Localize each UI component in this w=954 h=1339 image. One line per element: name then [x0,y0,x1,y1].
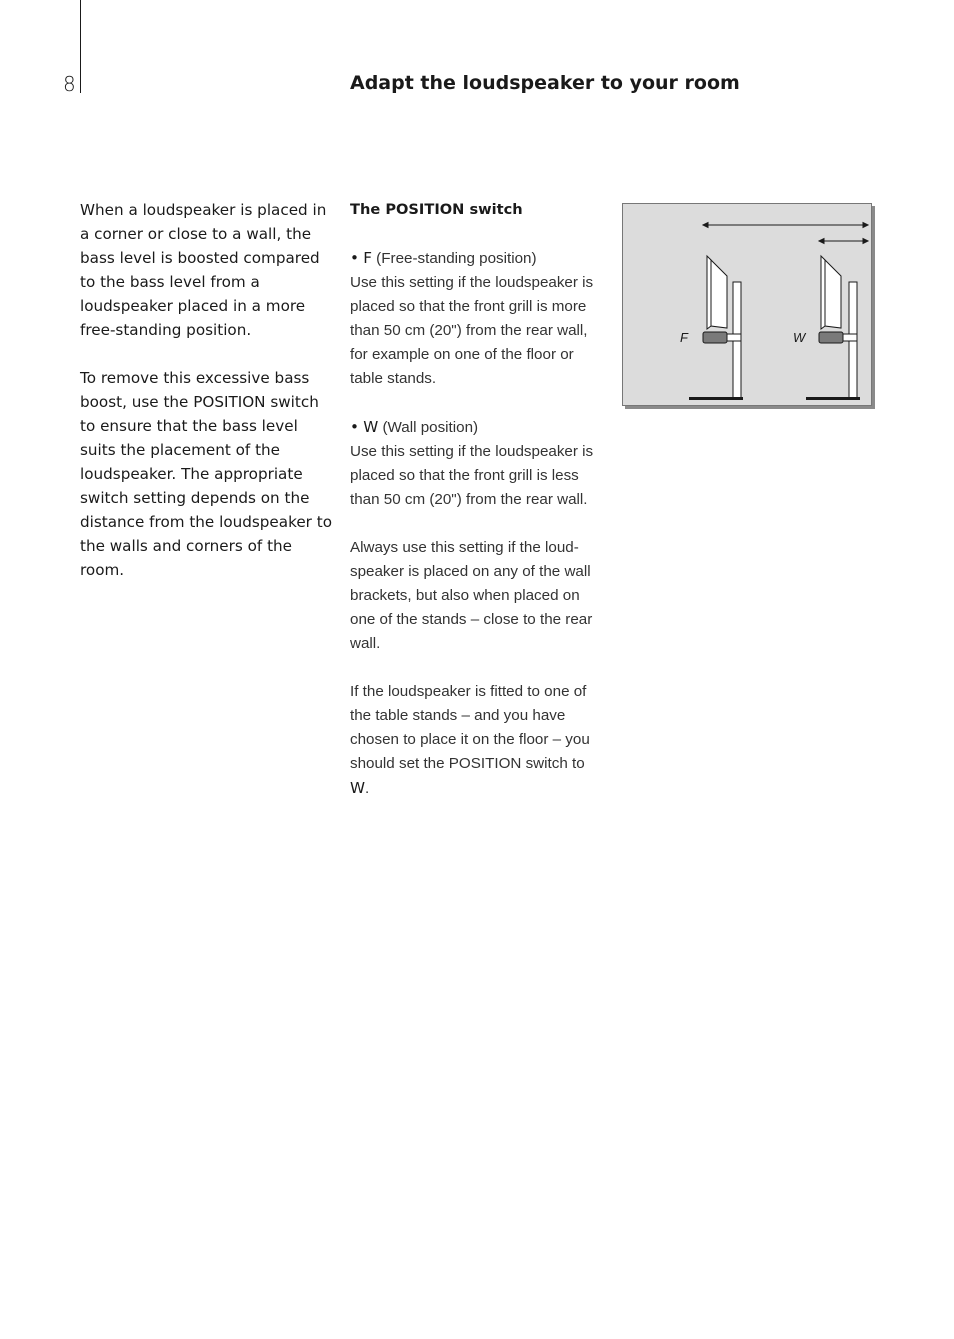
margin-rule [80,0,81,93]
label-free-standing: F [680,330,688,345]
distance-arrow-free [703,223,868,228]
table-stand-end: . [365,780,370,797]
wall-key: W [363,418,379,436]
free-standing-label: (Free-standing position) [371,250,537,267]
table-stand-text: If the loudspeaker is fitted to one of the table stands – and you have chosen to place it on the floor – you should set the POSITION switch to [350,683,590,772]
label-wall: W [793,330,806,345]
speaker-placement-diagram [623,204,871,405]
free-standing-item [350,246,608,391]
section-heading: The POSITION switch [350,201,523,218]
page-title: Adapt the loudspeaker to your room [350,72,740,94]
page-number: 8 [63,72,76,96]
table-stand-paragraph [350,680,608,801]
speaker-wall [806,256,860,400]
position-illustration [622,203,872,406]
table-stand-key: W [350,779,366,797]
always-paragraph: Always use this setting if the loud-speaker is placed on any of the wall brackets, but also when placed on one of the stands – close to the rear wall. [350,539,593,652]
wall-label: (Wall position) [378,419,479,436]
distance-arrow-wall [819,239,868,244]
position-switch-column [350,198,608,825]
bullet: • [350,249,359,267]
free-standing-text: Use this setting if the loudspeaker is placed so that the front grill is more than 50 cm (20") from the rear wall, for example on one of the floor or table stands. [350,274,594,387]
intro-paragraph-1: When a loudspeaker is placed in a corner or close to a wall, the bass level is boosted compared to the bass level from a loudspeaker placed in a more free-standing position. [80,201,327,339]
wall-item [350,415,608,512]
intro-column [80,198,338,606]
intro-paragraph-2: To remove this excessive bass boost, use the POSITION switch to ensure that the bass level suits the placement of the loudspeaker. The appropriate switch setting depends on the distance from the loudspeaker to the walls and corners of the room. [80,369,333,579]
bullet: • [350,418,359,436]
speaker-free-standing [689,256,743,400]
wall-text: Use this setting if the loudspeaker is placed so that the front grill is less than 50 cm (20") from the rear wall. [350,443,594,508]
free-standing-key: F [363,249,372,267]
